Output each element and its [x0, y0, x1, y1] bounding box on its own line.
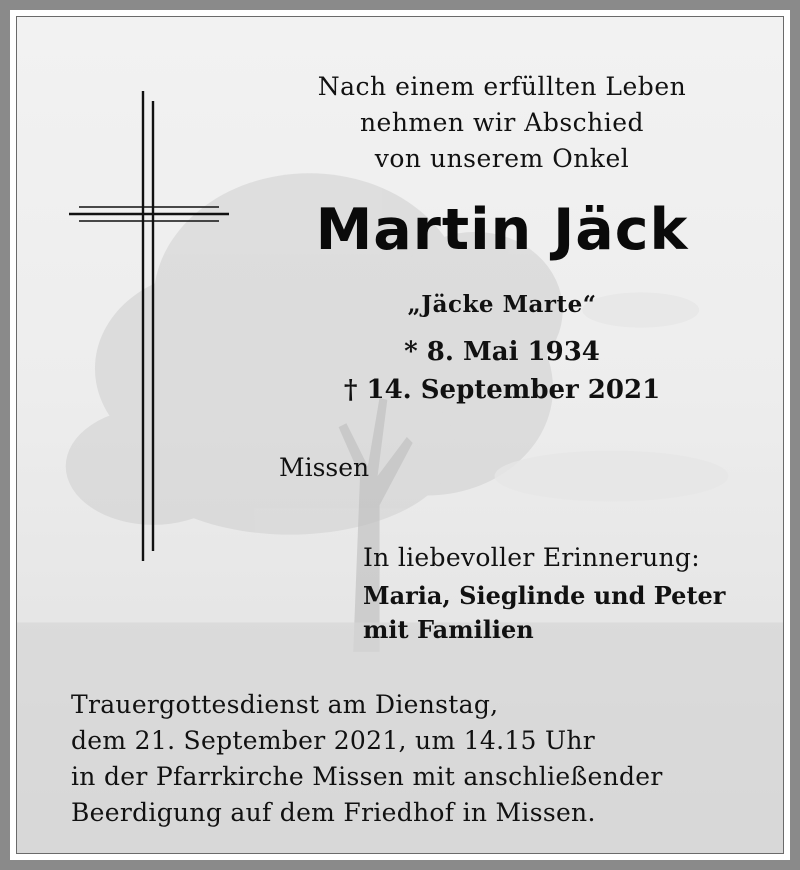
funeral-service-info: [71, 687, 663, 831]
memorial-label: In liebevoller Erinnerung:: [363, 543, 700, 572]
deceased-name: Martin Jäck: [315, 197, 689, 263]
service-line: Trauergottesdienst am Dienstag,: [71, 690, 499, 719]
life-dates: [287, 333, 717, 409]
intro-line: Nach einem erfüllten Leben: [317, 72, 687, 101]
cross-icon: [69, 81, 229, 561]
obituary-card: [16, 16, 784, 854]
mourners-line: mit Familien: [363, 615, 534, 644]
birth-date: * 8. Mai 1934: [404, 337, 600, 367]
mourners-line: Maria, Sieglinde und Peter: [363, 581, 726, 610]
intro-line: von unserem Onkel: [374, 144, 630, 173]
death-date: † 14. September 2021: [343, 375, 661, 405]
residence-place: Missen: [279, 453, 370, 482]
intro-line: nehmen wir Abschied: [359, 108, 645, 137]
service-line: in der Pfarrkirche Missen mit anschließender: [71, 762, 663, 791]
service-line: Beerdigung auf dem Friedhof in Missen.: [71, 798, 596, 827]
service-line: dem 21. September 2021, um 14.15 Uhr: [71, 726, 596, 755]
mourners-list: [363, 579, 725, 647]
intro-text: [287, 69, 717, 177]
deceased-nickname: „Jäcke Marte“: [407, 291, 597, 318]
